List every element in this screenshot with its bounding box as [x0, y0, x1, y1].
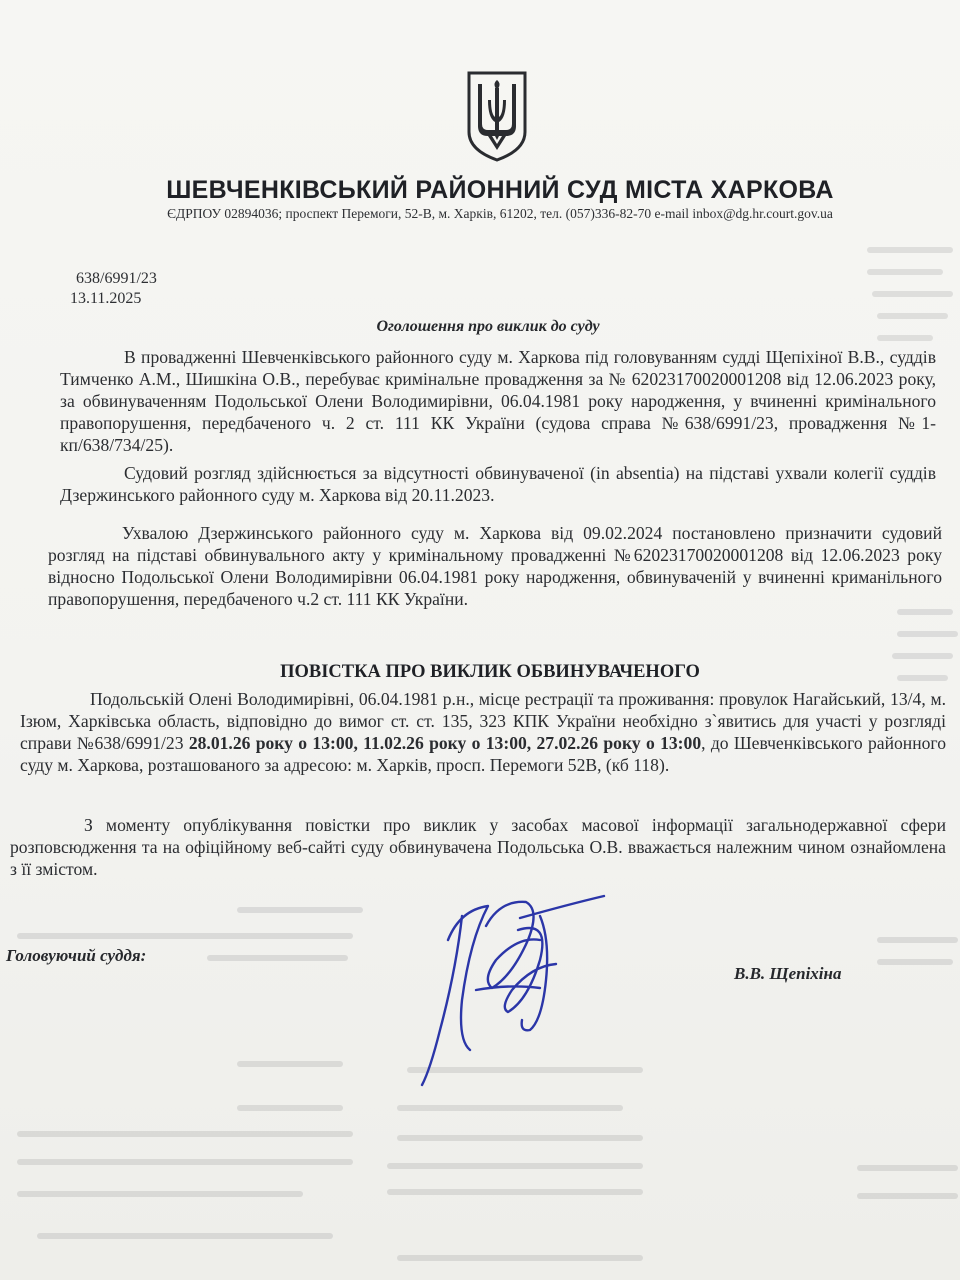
summons-intro: Подольській Олені Володимирівні, 06.04.1981 р.н., місце рестрації та проживання: провулок Нагайський, 13/4, м. Ізюм, Харківська область, відповідно до вимог ст. ст. 135, 323 КПК України необхідно з`явитись для участі у розгляді справи №638/6991/23 [20, 689, 946, 753]
announcement-paragraph-3: Ухвалою Дзержинського районного суду м. Харкова від 09.02.2024 постановлено призначити судовий розгляд на підставі обвинувального акту у кримінальному провадженні №62023170020001208 від 12.06.2023 року відносно Подольської Олени Володимирівни 06.04.1981 року народження, обвинуваченій у вчиненні криманільного правопорушення, передбаченого ч.2 ст. 111 КК України. [48, 523, 942, 609]
summons-notice: З моменту опублікування повістки про виклик у засобах масової інформації загальнодержавної сфери розповсюдження та на офіційному веб-сайті суду обвинувачена Подольська О.В. вважається належним чином ознайомлена з її змістом. [10, 815, 946, 879]
summons-venue: , до Шевченківського районного суду м. Харкова, розташованого за адресою: м. Харків, просп. Перемоги 52В, (кб 118). [20, 733, 946, 775]
hearing-dates: 28.01.26 року о 13:00, 11.02.26 року о 13:00, 27.02.26 року о 13:00 [188, 733, 702, 753]
announcement-paragraph-2: Судовий розгляд здійснюється за відсутності обвинуваченої (in absentia) на підставі ухвали колегії суддів Дзержинського районного суду м. Харкова від 20.11.2023. [60, 463, 936, 505]
presiding-judge-label: Головуючий суддя: [6, 946, 147, 965]
trident-emblem-icon [466, 70, 528, 162]
summons-paragraph [20, 688, 946, 776]
judge-name: В.В. Щепіхіна [734, 964, 842, 983]
document-date: 13.11.2025 [70, 290, 142, 307]
summons-title: ПОВІСТКА ПРО ВИКЛИК ОБВИНУВАЧЕНОГО [280, 662, 700, 682]
announcement-title: Оголошення про виклик до суду [376, 318, 600, 335]
court-name: ШЕВЧЕНКІВСЬКИЙ РАЙОННИЙ СУД МІСТА ХАРКОВА [166, 176, 834, 204]
court-contacts: ЄДРПОУ 02894036; проспект Перемоги, 52-В, м. Харків, 61202, тел. (057)336-82-70 e-mail inbox@dg.hr.court.gov.ua [167, 206, 833, 221]
case-number: 638/6991/23 [76, 270, 157, 287]
handwritten-signature-icon [400, 880, 620, 1100]
announcement-paragraph-1: В провадженні Шевченківського районного суду м. Харкова під головуванням судді Щепіхіної В.В., суддів Тимченко А.М., Шишкіна О.В., перебуває кримінальне провадження за № 62023170020001208 від 12.06.2023 року, за обвинуваченням Подольської Олени Володимирівни, 06.04.1981 року народження, у вчиненні кримінального правопорушення, передбаченого ч. 2 ст. 111 КК України (судова справа №638/6991/23, провадження №1-кп/638/734/25). [60, 347, 936, 455]
